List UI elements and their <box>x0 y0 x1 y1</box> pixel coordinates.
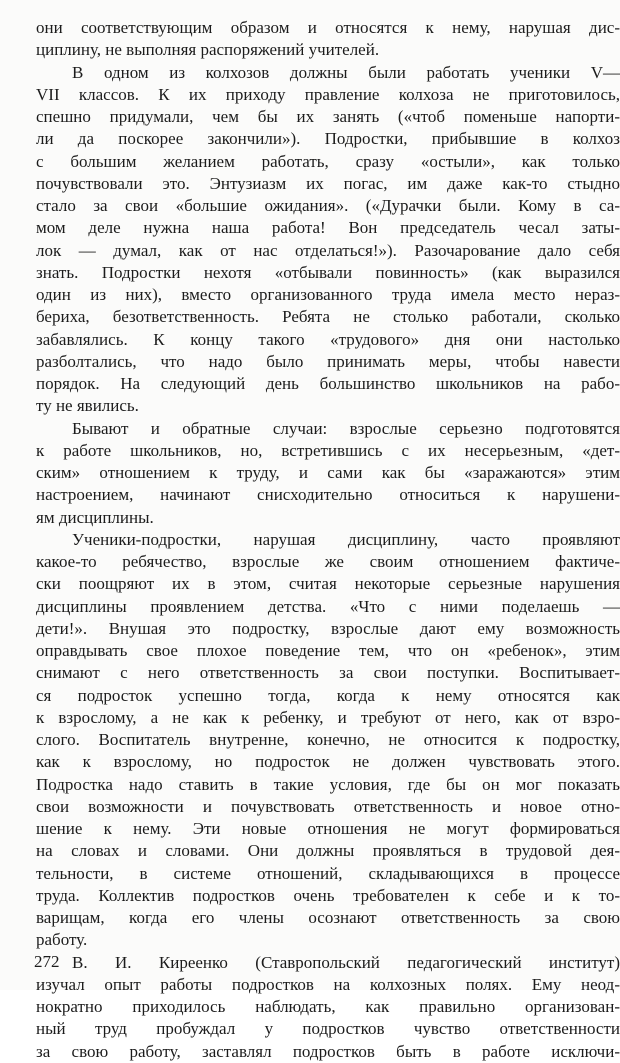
text-line: изучал опыт работы подростков на колхозных полях. Ему неод- <box>36 974 620 994</box>
text-line: к взрослому, а не как к ребенку, и требуют от него, как от взро- <box>36 707 620 727</box>
text-line: какое-то ребячество, взрослые же своим отношением фактиче- <box>36 552 620 571</box>
text-line: почувствовали это. Энтузиазм их погас, им даже как-то стыдно <box>36 173 620 193</box>
text-line: ту не явились. <box>36 396 139 416</box>
text-line: ный труд пробуждал у подростков чувство ответственности <box>36 1019 620 1039</box>
text-line: Бывают и обратные случаи: взрослые серьезно подготовятся <box>72 418 620 438</box>
text-line: ски поощряют их в этом, считая некоторые серьезные нарушения <box>36 574 620 594</box>
text-line: один из них), вместо организованного труда имела место нераз- <box>36 285 620 304</box>
text-line: за свою работу, заставлял подростков быть в работе исключи- <box>36 1041 620 1061</box>
text-line: Ученики-подростки, нарушая дисциплину, часто проявляют <box>72 529 620 549</box>
text-line: с большим желанием работать, сразу «остыли», как только <box>36 151 620 171</box>
text-line: бериха, безответственность. Ребята не столько работали, сколько <box>36 307 620 327</box>
text-line: мом деле нужна наша работа! Вон председатель чесал заты- <box>36 218 620 238</box>
text-line: работу. <box>36 930 88 950</box>
body-text <box>36 17 620 1063</box>
text-line: оправдывать свое плохое поведение тем, что он «ребенок», этим <box>36 641 620 660</box>
text-line: VII классов. К их приходу правление колхоза не приготовилось, <box>36 84 620 104</box>
text-line: ским» отношением к труду, и сами как бы «заражаются» этим <box>36 463 620 482</box>
text-line: циплину, не выполняя распоряжений учителей. <box>36 40 380 60</box>
text-line: дети!». Внушая это подростку, взрослые дают ему возможность <box>36 618 620 638</box>
text-line: знать. Подростки нехотя «отбывали повинность» (как выразился <box>36 262 620 282</box>
text-line: стало за свои «большие ожидания». («Дурачки были. Кому в са- <box>36 196 620 215</box>
text-line: В. И. Киреенко (Ставропольский педагогический институт) <box>72 952 620 972</box>
text-line: порядок. На следующий день большинство школьников на рабо- <box>36 374 620 393</box>
text-line: Подростка надо ставить в такие условия, где бы он мог показать <box>36 774 620 794</box>
text-line: на словах и словами. Они должны проявляться в трудовой дея- <box>36 841 620 861</box>
text-line: ли да поскорее закончили»). Подростки, прибывшие в колхоз <box>36 129 620 149</box>
text-line: настроением, начинают снисходительно относиться к нарушени- <box>36 485 620 505</box>
text-line: спешно придумали, чем бы их занять («чтоб поменьше напорти- <box>36 107 620 126</box>
text-line: как к взрослому, но подросток не должен чувствовать этого. <box>36 752 620 772</box>
text-line: шение к нему. Эти новые отношения не могут формироваться <box>36 819 620 838</box>
text-line: лок — думал, как от нас отделаться!»). Разочарование дало себя <box>36 240 620 260</box>
text-line: дисциплины проявлением детства. «Что с ними поделаешь — <box>36 596 620 616</box>
text-line: тельности, в системе отношений, складывающихся в процессе <box>36 863 620 883</box>
text-line: ся подросток успешно тогда, когда к нему относятся как <box>36 685 620 705</box>
text-line: разболтались, что надо было принимать меры, чтобы навести <box>36 351 620 371</box>
text-line: труда. Коллектив подростков очень требователен к себе и к то- <box>36 885 620 905</box>
text-line: свои возможности и почувствовать ответственность и новое отно- <box>36 796 620 816</box>
text-line: В одном из колхозов должны были работать ученики V— <box>72 62 620 82</box>
text-line: нократно приходилось наблюдать, как правильно организован- <box>36 997 620 1016</box>
text-line: снимают с него ответственность за свои поступки. Воспитывает- <box>36 663 620 683</box>
text-line: ям дисциплины. <box>36 507 154 527</box>
text-line: забавлялись. К концу такого «трудового» дня они настолько <box>36 329 620 349</box>
text-line: слого. Воспитатель внутренне, конечно, не относится к подростку, <box>36 730 620 749</box>
page-number: 272 <box>34 952 60 971</box>
text-line: к работе школьников, но, встретившись с их несерьезным, «дет- <box>36 440 620 460</box>
text-line: они соответствующим образом и относятся к нему, нарушая дис- <box>36 18 620 37</box>
text-line: варищам, когда его члены осознают ответственность за свою <box>36 908 620 927</box>
